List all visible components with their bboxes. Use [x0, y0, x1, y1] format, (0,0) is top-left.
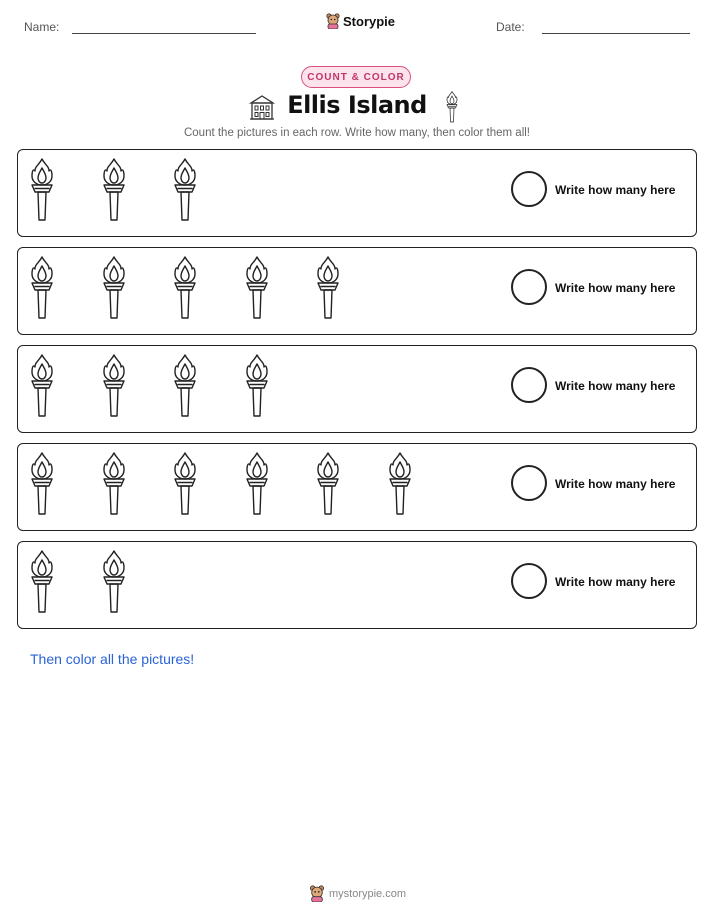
torch-icon[interactable] — [245, 256, 269, 320]
site-url: mystorypie.com — [329, 887, 407, 900]
brand-name: Storypie — [343, 13, 396, 29]
counting-row — [17, 443, 697, 531]
torch-icon[interactable] — [102, 354, 126, 418]
answer-circle[interactable] — [511, 563, 547, 599]
answer-prompt: Write how many here — [555, 477, 676, 491]
torch-icon — [443, 91, 461, 123]
torch-icon[interactable] — [30, 452, 54, 516]
torch-icon[interactable] — [173, 256, 197, 320]
answer-circle[interactable] — [511, 367, 547, 403]
answer-prompt: Write how many here — [555, 575, 676, 589]
torch-icon[interactable] — [102, 158, 126, 222]
torch-icon[interactable] — [30, 256, 54, 320]
torch-icon[interactable] — [173, 452, 197, 516]
torch-icon[interactable] — [102, 256, 126, 320]
answer-prompt: Write how many here — [555, 281, 676, 295]
torch-icon[interactable] — [245, 452, 269, 516]
torch-icon[interactable] — [30, 158, 54, 222]
answer-circle[interactable] — [511, 269, 547, 305]
torch-icon[interactable] — [245, 354, 269, 418]
date-label: Date: — [496, 20, 525, 34]
name-line[interactable] — [72, 33, 256, 34]
answer-prompt: Write how many here — [555, 379, 676, 393]
activity-badge: COUNT & COLOR — [301, 66, 411, 88]
page-title: Ellis Island — [287, 91, 427, 119]
counting-row — [17, 247, 697, 335]
torch-icon[interactable] — [102, 550, 126, 614]
site-footer — [309, 885, 406, 902]
title-row — [0, 91, 714, 125]
answer-circle[interactable] — [511, 171, 547, 207]
torch-icon[interactable] — [316, 256, 340, 320]
answer-circle[interactable] — [511, 465, 547, 501]
torch-icon[interactable] — [173, 354, 197, 418]
footer-message: Then color all the pictures! — [30, 651, 195, 667]
answer-prompt: Write how many here — [555, 183, 676, 197]
name-label: Name: — [24, 20, 60, 34]
torch-icon[interactable] — [30, 550, 54, 614]
torch-icon[interactable] — [173, 158, 197, 222]
torch-icon[interactable] — [316, 452, 340, 516]
counting-row — [17, 345, 697, 433]
bear-mascot-icon — [309, 885, 325, 902]
date-line[interactable] — [542, 33, 690, 34]
bear-mascot-icon — [326, 13, 340, 29]
torch-icon[interactable] — [388, 452, 412, 516]
brand — [326, 13, 395, 29]
torch-icon[interactable] — [30, 354, 54, 418]
counting-row — [17, 541, 697, 629]
counting-row — [17, 149, 697, 237]
instructions: Count the pictures in each row. Write how many, then color them all! — [183, 127, 531, 139]
torch-icon[interactable] — [102, 452, 126, 516]
